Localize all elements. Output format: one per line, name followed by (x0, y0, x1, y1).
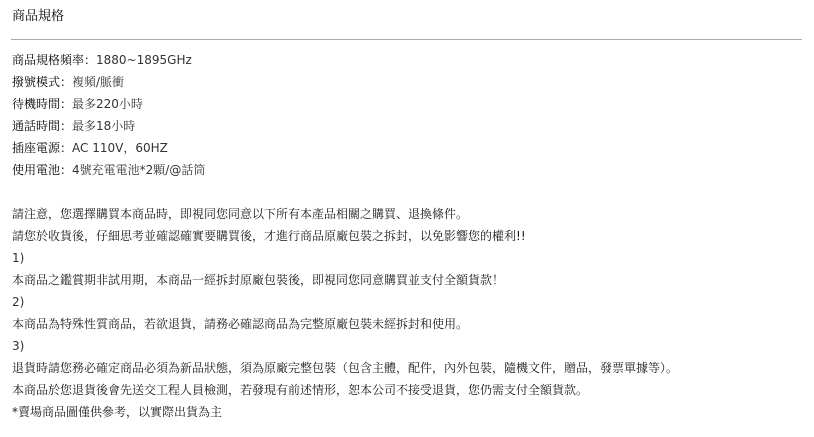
spec-label: 商品規格頻率： (12, 53, 97, 67)
spec-value: 1880~1895GHz (96, 53, 192, 67)
spec-row-talk-time (12, 118, 205, 140)
spec-value: AC 110V，60HZ (72, 141, 168, 155)
spec-label: 通話時間： (12, 119, 73, 133)
spec-row-frequency (12, 52, 205, 74)
spec-value: 4號充電電池*2顆/@話筒 (72, 163, 206, 177)
divider (11, 39, 802, 40)
spec-value: 複頻/脈衝 (72, 75, 125, 89)
spec-label: 待機時間： (12, 97, 73, 111)
notice-item-number: 2) (12, 295, 25, 309)
spec-list (12, 52, 205, 184)
spec-row-dial-mode (12, 74, 205, 96)
notice-line: 退貨時請您務必確定商品必須為新品狀態，須為原廠完整包裝（包含主體，配件，內外包裝，隨機文件，贈品，發票單據等）。 (12, 361, 679, 375)
notice-line: 本商品於您退貨後會先送交工程人員檢測，若發現有前述情形，恕本公司不接受退貨，您仍需支付全額貨款。 (12, 383, 589, 397)
spec-row-standby-time (12, 96, 205, 118)
notice-line: 請您於收貨後，仔細思考並確認確實要購買後，才進行商品原廠包裝之拆封，以免影響您的權利!! (12, 229, 526, 243)
purchase-notice (12, 206, 678, 426)
spec-label: 插座電源： (12, 141, 73, 155)
section-heading: 商品規格 (12, 9, 65, 24)
spec-label: 使用電池： (12, 163, 73, 177)
spec-label: 撥號模式： (12, 75, 73, 89)
spec-row-battery (12, 162, 205, 184)
spec-value: 最多18小時 (72, 119, 136, 133)
notice-line: 本商品之鑑賞期非試用期，本商品一經拆封原廠包裝後，即視同您同意購買並支付全額貨款！ (12, 273, 505, 287)
notice-line: 本商品為特殊性質商品，若欲退貨，請務必確認商品為完整原廠包裝未經拆封和使用。 (12, 317, 469, 331)
disclaimer-line: *賣場商品圖僅供參考，以實際出貨為主 (12, 405, 223, 419)
spec-row-power (12, 140, 205, 162)
spec-value: 最多220小時 (72, 97, 143, 111)
notice-line: 請注意，您選擇購買本商品時，即視同您同意以下所有本產品相關之購買、退換條件。 (12, 207, 469, 221)
notice-item-number: 3) (12, 339, 25, 353)
notice-item-number: 1) (12, 251, 25, 265)
